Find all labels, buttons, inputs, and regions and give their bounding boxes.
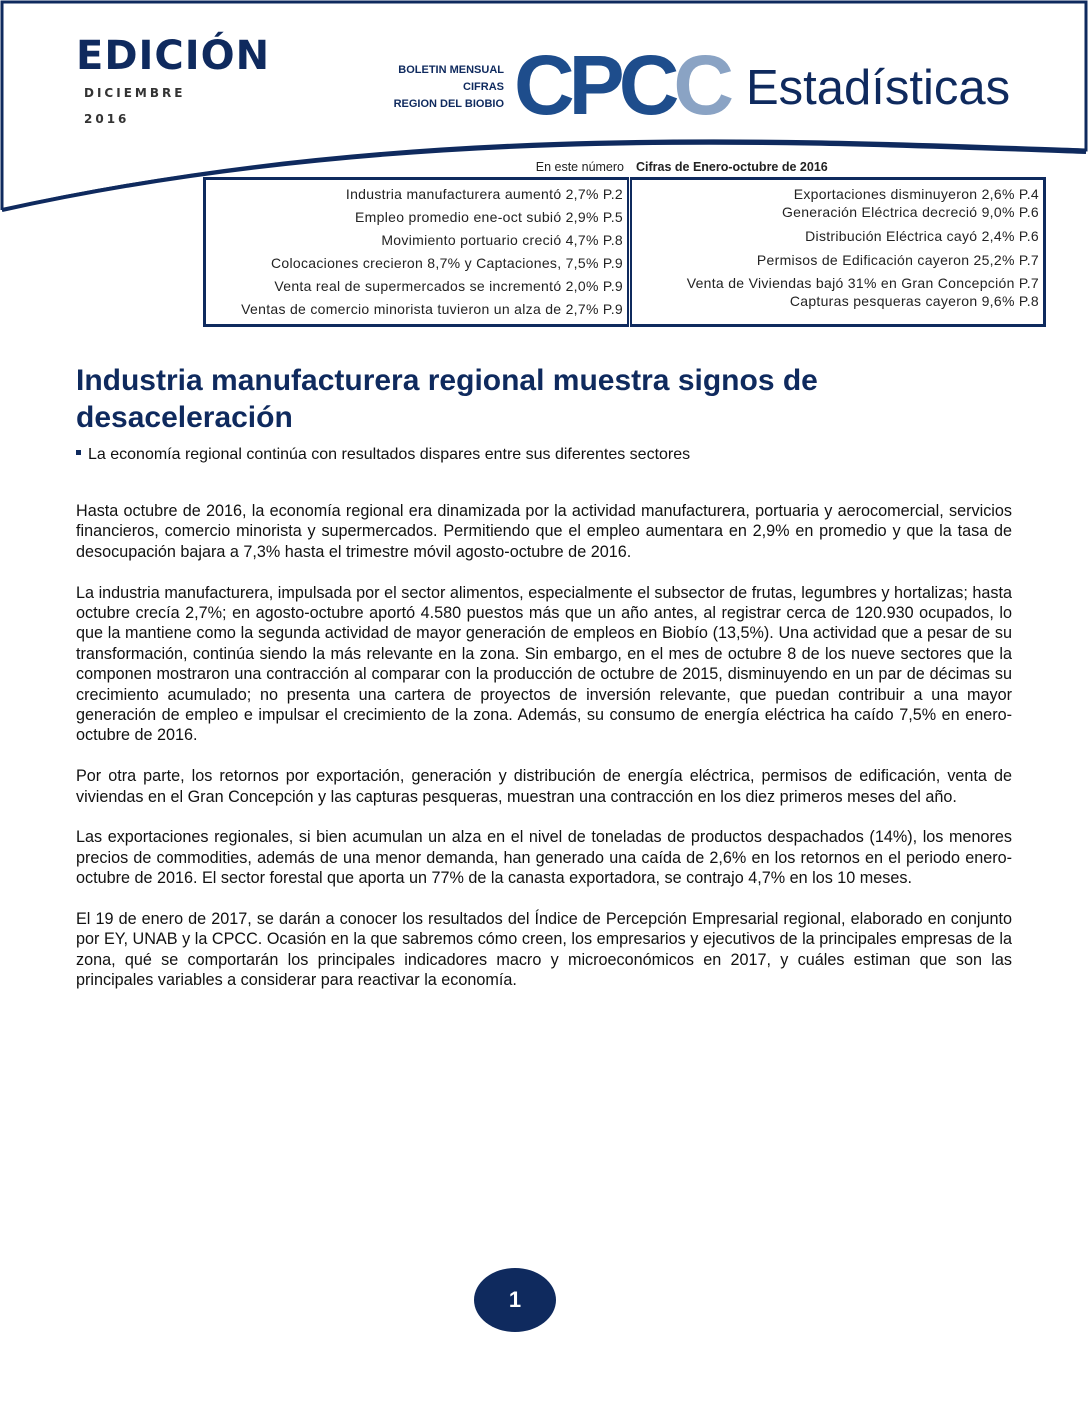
article-subtitle: [76, 446, 690, 464]
toc-item[interactable]: Permisos de Edificación cayeron 25,2% P.7: [756, 252, 1039, 268]
edition-month: DICIEMBRE: [84, 86, 186, 100]
bulletin-line: CIFRAS: [463, 81, 504, 93]
edition-year: 2016: [84, 112, 130, 126]
page-number-badge: 1: [474, 1268, 556, 1332]
article-title: Industria manufacturera regional muestra signos de desaceleración: [76, 364, 818, 434]
toc-item[interactable]: Exportaciones disminuyeron 2,6% P.4: [793, 186, 1039, 202]
cpcc-logo-last-letter: C: [673, 50, 729, 120]
bulletin-line: BOLETIN MENSUAL: [398, 64, 504, 76]
toc-item[interactable]: Ventas de comercio minorista tuvieron un alza de 2,7% P.9: [241, 301, 623, 317]
toc-item[interactable]: Empleo promedio ene-oct subió 2,9% P.5: [355, 209, 623, 225]
edition-label: EDICIÓN: [76, 33, 271, 79]
toc-item[interactable]: Venta real de supermercados se incrementó 2,0% P.9: [274, 278, 623, 294]
toc-label: En este número: [535, 160, 624, 174]
toc-left-column: [203, 177, 629, 327]
article-paragraph: El 19 de enero de 2017, se darán a conocer los resultados del Índice de Percepción Empresarial regional, elaborado en conjunto por EY, UNAB y la CPCC. Ocasión en la que sabremos cómo creen, los empresarios y ejecutivos de la principales empresas de la zona, qué se comportarán los principales indicadores macro y microeconómicos en 2017, y cuáles estiman que son las principales variables a considerar para reactivar la economía.: [76, 910, 1012, 990]
article-paragraph: Por otra parte, los retornos por exportación, generación y distribución de energía eléctrica, permisos de edificación, venta de viviendas en el Gran Concepción y las capturas pesqueras, muestran una contracción en los diez primeros meses del año.: [76, 767, 1012, 806]
toc-item[interactable]: Colocaciones crecieron 8,7% y Captaciones, 7,5% P.9: [270, 255, 623, 271]
toc-item[interactable]: Venta de Viviendas bajó 31% en Gran Concepción P.7: [686, 275, 1039, 291]
article-paragraph: Las exportaciones regionales, si bien acumulan un alza en el nivel de toneladas de productos despachados (14%), los menores precios de commodities, además de una menor demanda, han generado una caída de 2,6% en los retornos en el periodo enero-octubre de 2016. El sector forestal que aporta un 77% de la canasta exportadora, se contrajo 4,7% en los 10 meses.: [76, 828, 1012, 888]
publication-name: Estadísticas: [746, 61, 1011, 115]
article-paragraph: Hasta octubre de 2016, la economía regional era dinamizada por la actividad manufacturera, portuaria y aerocomercial, servicios financieros, comercio minorista y supermercados. Permitiendo que el empleo aumentara en 2,9% en promedio y que la tasa de desocupación bajara a 7,3% hasta el trimestre móvil agosto-octubre de 2016.: [76, 502, 1012, 561]
toc-right-column: [630, 177, 1046, 327]
toc-item[interactable]: Distribución Eléctrica cayó 2,4% P.6: [805, 228, 1039, 244]
bullet-square-icon: [76, 450, 81, 455]
bulletin-info: [394, 62, 504, 113]
toc-item[interactable]: Generación Eléctrica decreció 9,0% P.6: [781, 204, 1039, 220]
cpcc-logo: [508, 50, 748, 120]
toc-item[interactable]: Movimiento portuario creció 4,7% P.8: [381, 232, 623, 248]
toc-item[interactable]: Capturas pesqueras cayeron 9,6% P.8: [789, 293, 1039, 309]
toc-item[interactable]: Industria manufacturera aumentó 2,7% P.2: [345, 186, 623, 202]
toc-heading: Cifras de Enero-octubre de 2016: [636, 160, 828, 174]
article-subtitle-text: La economía regional continúa con resultados dispares entre sus diferentes sectores: [88, 446, 691, 463]
cpcc-logo-letters: CPCC: [514, 50, 728, 120]
cpcc-logo-text: [514, 50, 728, 120]
bulletin-line: REGION DEL BIOBIO: [393, 98, 504, 110]
article-body: [76, 501, 1012, 1011]
article-paragraph: La industria manufacturera, impulsada por el sector alimentos, especialmente el subsector de frutas, legumbres y hortalizas; hasta octubre crecía 2,7%; en agosto-octubre aportó 4.580 puestos más que un año antes, al registrar cerca de 120.930 ocupados, lo que la mantiene como la segunda actividad de mayor generación de empleos en Biobío (13,5%). Una actividad que a pesar de su transformación, continúa siendo la más relevante en la zona. Sin embargo, en el mes de octubre 8 de los nueve sectores que la componen mostraron una contracción al comparar con la producción de octubre de 2015, disminuyendo en un par de décimas su crecimiento acumulado; no presenta una cartera de proyectos de inversión relevante, que puedan contribuir a una mayor generación de empleo e impulsar el crecimiento de la zona. Además, su consumo de energía eléctrica ha caído 7,5% en enero-octubre de 2016.: [76, 583, 1012, 745]
